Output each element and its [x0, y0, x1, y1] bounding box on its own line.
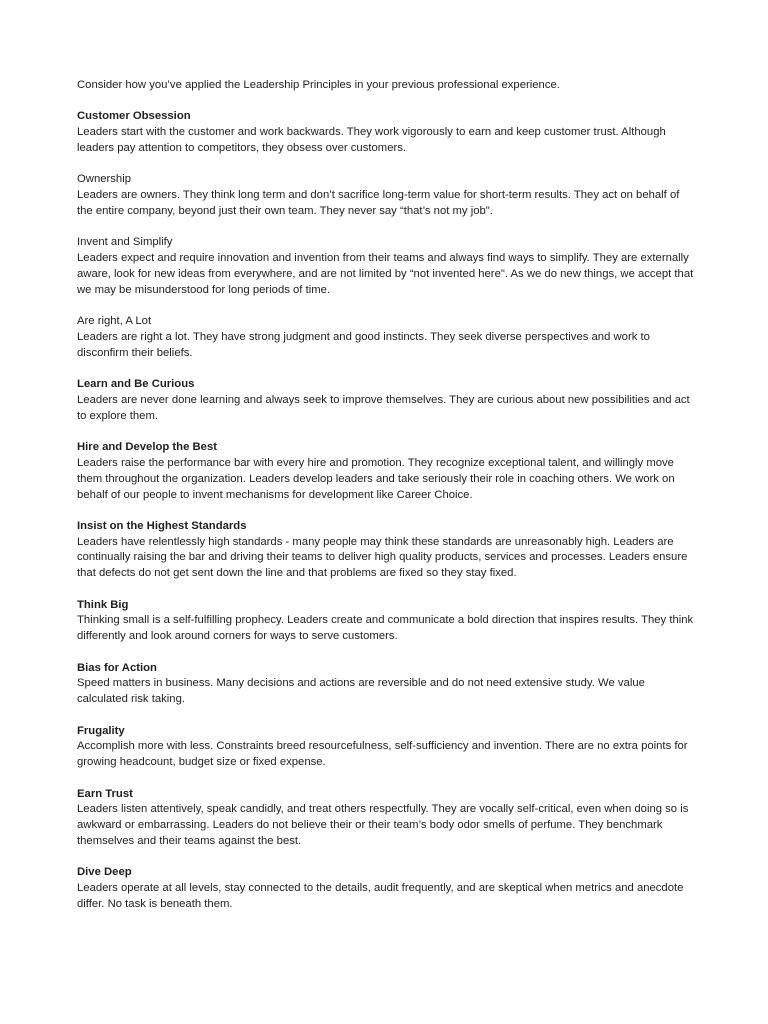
section-dive-deep: [77, 865, 695, 912]
section-hire-and-develop-the-best: [77, 440, 695, 503]
document-page: [77, 78, 695, 928]
section-frugality: [77, 724, 695, 771]
section-bias-for-action: [77, 661, 695, 708]
section-title: Insist on the Highest Standards: [77, 519, 247, 532]
section-title: Earn Trust: [77, 787, 133, 800]
section-are-right-a-lot: [77, 314, 695, 361]
section-title: Think Big: [77, 598, 129, 611]
section-title: Hire and Develop the Best: [77, 441, 217, 454]
section-title: Learn and Be Curious: [77, 378, 195, 391]
section-body: Leaders operate at all levels, stay connected to the details, audit frequently, and are skeptical when metrics and anecdote differ. No task is beneath them.: [77, 882, 684, 910]
section-earn-trust: [77, 787, 695, 850]
section-title: Customer Obsession: [77, 110, 191, 123]
section-body: Leaders are owners. They think long term and don’t sacrifice long-term value for short-term results. They act on behalf of the entire company, beyond just their own team. They never say “that’s not my job".: [77, 189, 680, 217]
section-title: Bias for Action: [77, 661, 157, 674]
intro-text: Consider how you’ve applied the Leadership Principles in your previous professional experience.: [77, 79, 560, 91]
section-title: Dive Deep: [77, 866, 132, 879]
section-insist-on-the-highest-standards: [77, 519, 695, 582]
section-title: Ownership: [77, 173, 131, 186]
section-body: Leaders are right a lot. They have strong judgment and good instincts. They seek diverse perspectives and work to disconfirm their beliefs.: [77, 330, 650, 359]
section-title: Invent and Simplify: [77, 236, 173, 249]
section-invent-and-simplify: [77, 235, 695, 298]
section-ownership: [77, 172, 695, 219]
section-title: Frugality: [77, 724, 125, 737]
section-customer-obsession: [77, 109, 695, 156]
section-body: Leaders expect and require innovation and invention from their teams and always find ways to simplify. They are externally aware, look for new ideas from everywhere, and are not limited by “not invented here". As we do new things, we accept that we may be misunderstood for long periods of time.: [77, 252, 694, 296]
section-title: Are right, A Lot: [77, 315, 152, 328]
section-body: Leaders have relentlessly high standards - many people may think these standards are unreasonably high. Leaders are continually raising the bar and driving their teams to deliver high quality products, services and processes. Leaders ensure that defects do not get sent down the line and that problems are fixed so they stay fixed.: [77, 535, 688, 580]
section-body: Leaders raise the performance bar with every hire and promotion. They recognize exceptional talent, and willingly move them throughout the organization. Leaders develop leaders and take seriously their role in coaching others. We work on behalf of our people to invent mechanisms for development like Career Choice.: [77, 456, 675, 501]
section-body: Leaders start with the customer and work backwards. They work vigorously to earn and keep customer trust. Although leaders pay attention to competitors, they obsess over customers.: [77, 126, 666, 154]
section-body: Speed matters in business. Many decisions and actions are reversible and do not need extensive study. We value calculated risk taking.: [77, 677, 645, 706]
section-body: Thinking small is a self-fulfilling prophecy. Leaders create and communicate a bold direction that inspires results. They think differently and look around corners for ways to serve customers.: [77, 614, 694, 643]
section-body: Leaders listen attentively, speak candidly, and treat others respectfully. They are vocally self-critical, even when doing so is awkward or embarrassing. Leaders do not believe their or their team’s body odor smells of perfume. They benchmark themselves and their teams against the best.: [77, 803, 689, 848]
section-body: Accomplish more with less. Constraints breed resourcefulness, self-sufficiency and invention. There are no extra points for growing headcount, budget size or fixed expense.: [77, 740, 688, 769]
section-learn-and-be-curious: [77, 377, 695, 424]
section-body: Leaders are never done learning and always seek to improve themselves. They are curious about new possibilities and act to explore them.: [77, 393, 690, 422]
section-think-big: [77, 598, 695, 645]
